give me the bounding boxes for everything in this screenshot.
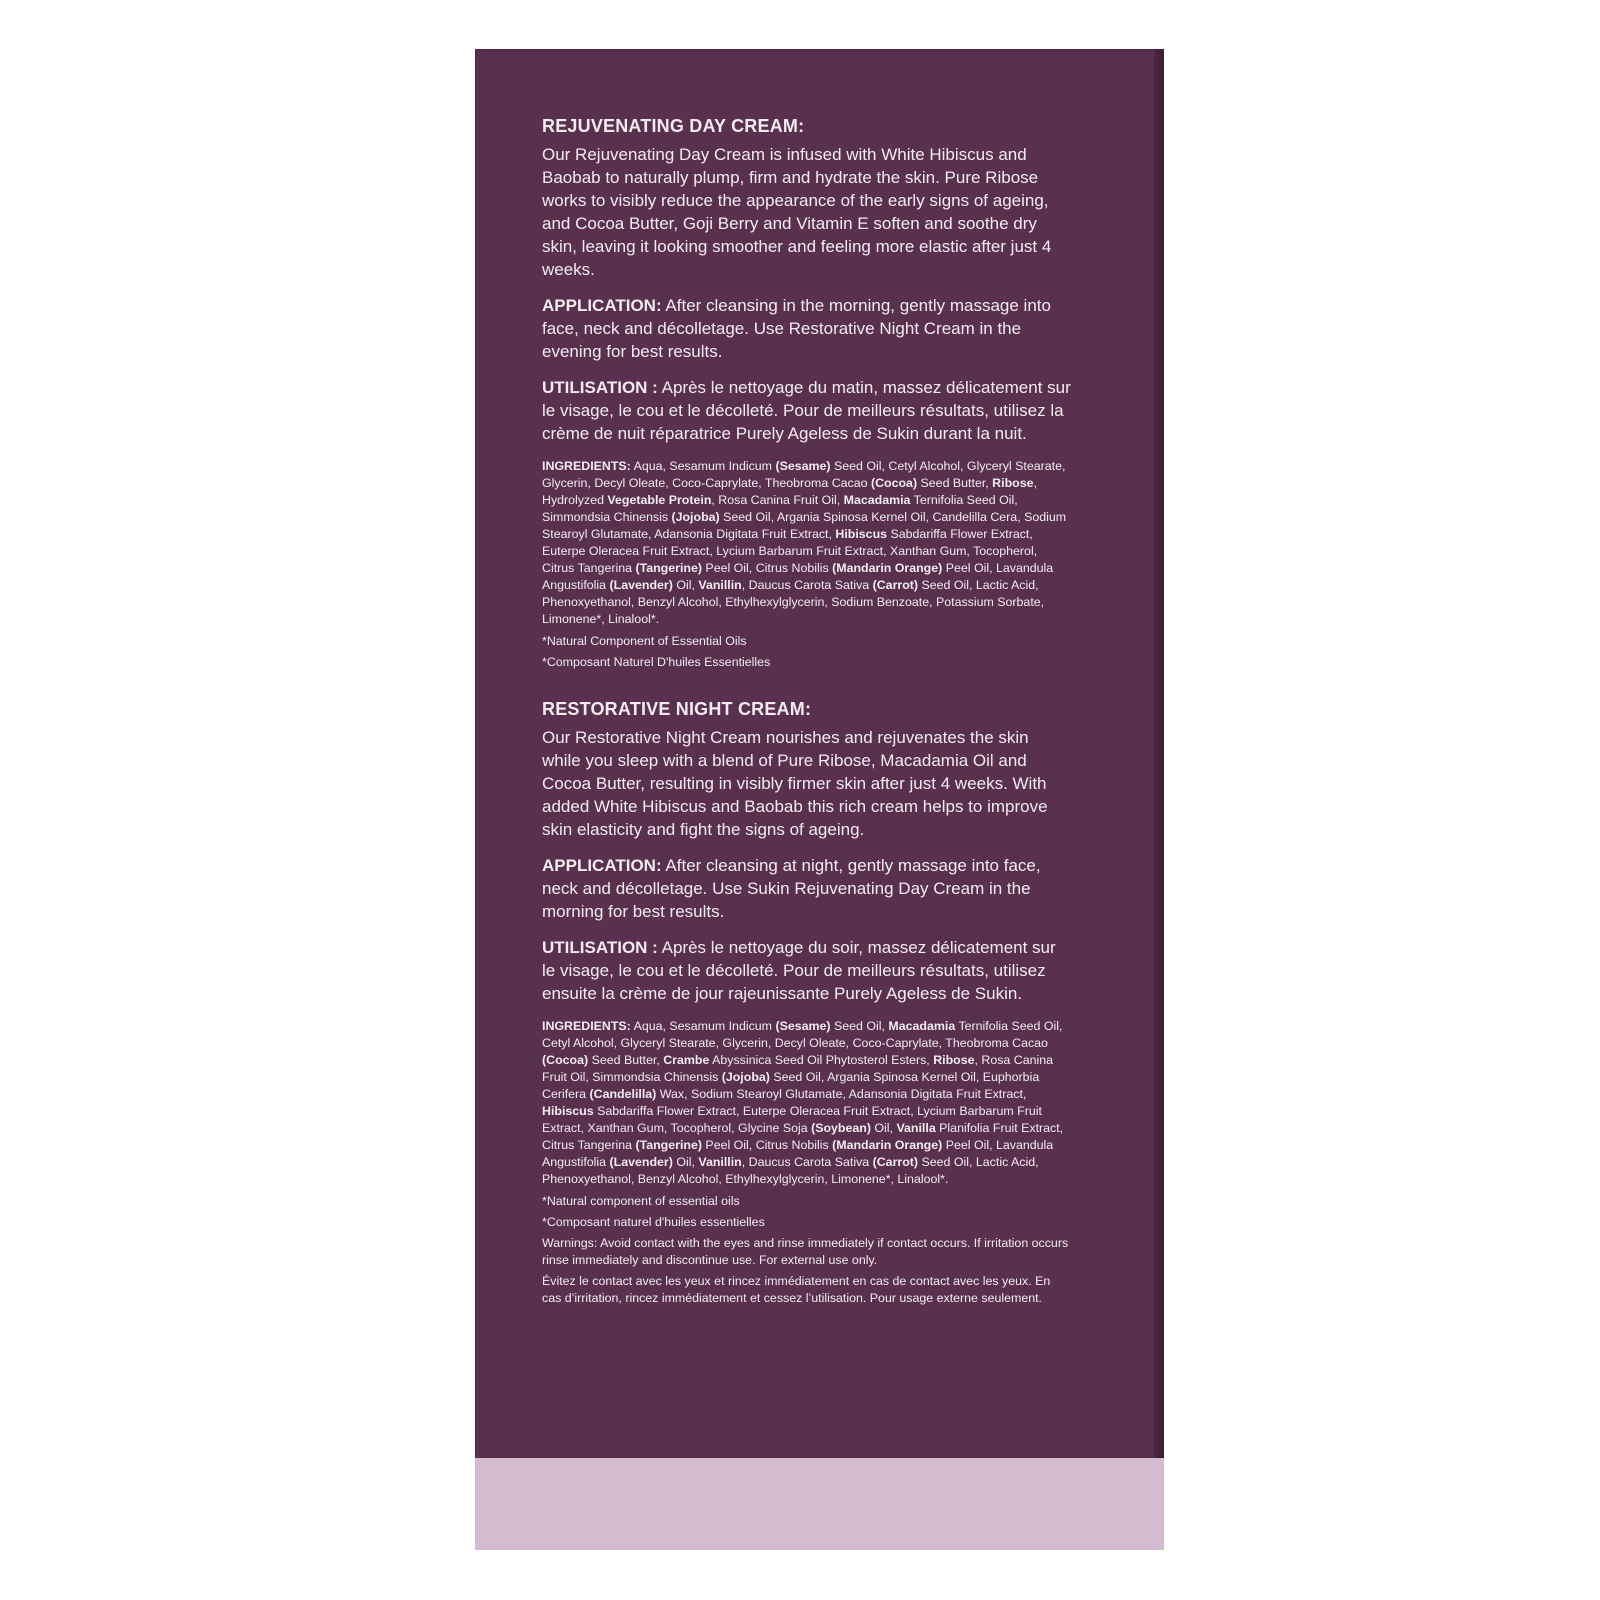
night-cream-ingredient-run: Seed Oil, Lactic Acid, Phenoxyethanol, Benzyl Alcohol, Ethylhexylglycerin, Limonene*, Linalool*. — [542, 1155, 1039, 1186]
night-cream-application-text: After cleansing at night, gently massage into face, neck and décolletage. Use Sukin Rejuvenating Day Cream in the morning for best results. — [542, 856, 1041, 921]
day-cream-description: Our Rejuvenating Day Cream is infused with White Hibiscus and Baobab to naturally plump, firm and hydrate the skin. Pure Ribose works to visibly reduce the appearance of the early signs of ageing, and Cocoa Butter, Goji Berry and Vitamin E soften and soothe dry skin, leaving it looking smoother and feeling more elastic after just 4 weeks. — [542, 145, 1052, 279]
night-cream-ingredient-run: Vanillin — [698, 1155, 742, 1169]
night-cream-ingredient-run: Aqua, Sesamum Indicum — [630, 1019, 776, 1033]
day-cream-ingredient-run: INGREDIENTS: — [542, 459, 631, 473]
day-cream-ingredient-run: (Tangerine) — [635, 561, 702, 575]
day-cream-ingredient-run: Aqua, Sesamum Indicum — [630, 459, 776, 473]
night-cream-ingredient-run: Oil, — [672, 1155, 699, 1169]
day-cream-ingredient-run: Macadamia — [843, 493, 911, 507]
night-cream-utilisation-label: UTILISATION : — [542, 938, 658, 957]
night-cream-ingredient-run: , Daucus Carota Sativa — [741, 1155, 873, 1169]
day-cream-ingredient-run: Seed Oil, Cetyl Alcohol, Glyceryl Stearate, Glycerin, Decyl Oleate, Coco-Caprylate, Theobroma Cacao — [542, 459, 1066, 490]
night-cream-ingredient-run: Crambe — [663, 1053, 710, 1067]
day-cream-ingredient-run: (Lavender) — [609, 578, 673, 592]
day-cream-ingredient-run: Ternifolia Seed Oil, Simmondsia Chinensis — [542, 493, 1018, 524]
day-cream-note-fr: *Composant Naturel D'huiles Essentielles — [542, 655, 771, 669]
day-cream-ingredient-run: Seed Oil, Argania Spinosa Kernel Oil, Candelilla Cera, Sodium Stearoyl Glutamate, Adansonia Digitata Fruit Extract, — [542, 510, 1067, 541]
day-cream-ingredient-run: Vegetable Protein — [607, 493, 712, 507]
day-cream-ingredient-run: Peel Oil, Citrus Nobilis — [701, 561, 833, 575]
day-cream-ingredient-run: Oil, — [672, 578, 699, 592]
day-cream-title: REJUVENATING DAY CREAM: — [542, 116, 805, 136]
product-box-side-edge — [1155, 49, 1164, 1550]
day-cream-utilisation-text: Après le nettoyage du matin, massez délicatement sur le visage, le cou et le décolleté. Pour de meilleurs résultats, utilisez la crème de nuit réparatrice Purely Ageless de Sukin durant la nuit. — [542, 378, 1071, 443]
day-cream-ingredient-run: , Hydrolyzed — [542, 476, 1037, 507]
section-spacer — [542, 675, 1072, 699]
night-cream-ingredient-run: INGREDIENTS: — [542, 1019, 631, 1033]
night-cream-ingredient-run: Planifolia Fruit Extract, Citrus Tangerina — [542, 1121, 1064, 1152]
night-cream-ingredient-run: Abyssinica Seed Oil Phytosterol Esters, — [709, 1053, 934, 1067]
day-cream-ingredient-run: , Daucus Carota Sativa — [741, 578, 873, 592]
night-cream-ingredient-run: (Tangerine) — [635, 1138, 702, 1152]
day-cream-ingredient-run: Vanillin — [698, 578, 742, 592]
night-cream-ingredient-run: Ribose — [933, 1053, 975, 1067]
night-cream-ingredient-run: (Cocoa) — [542, 1053, 589, 1067]
night-cream-ingredient-run: Ternifolia Seed Oil, Cetyl Alcohol, Glyceryl Stearate, Glycerin, Decyl Oleate, Coco-Caprylate, Theobroma Cacao — [542, 1019, 1063, 1050]
night-cream-application-label: APPLICATION: — [542, 856, 662, 875]
night-cream-utilisation-text: Après le nettoyage du soir, massez délicatement sur le visage, le cou et le décolleté. Pour de meilleurs résultats, utilisez ensuite la crème de jour rajeunissante Purely Ageless de Sukin. — [542, 938, 1056, 1003]
night-cream-description: Our Restorative Night Cream nourishes and rejuvenates the skin while you sleep with a blend of Pure Ribose, Macadamia Oil and Cocoa Butter, resulting in visibly firmer skin after just 4 weeks. With added White Hibiscus and Baobab this rich cream helps to improve skin elasticity and fight the signs of ageing. — [542, 728, 1048, 839]
night-cream-ingredient-run: (Jojoba) — [721, 1070, 770, 1084]
night-cream-ingredient-run: Hibiscus — [542, 1104, 594, 1118]
night-cream-ingredient-run: Seed Oil, Argania Spinosa Kernel Oil, Euphorbia Cerifera — [542, 1070, 1040, 1101]
day-cream-application-label: APPLICATION: — [542, 296, 662, 315]
day-cream-ingredient-run: Peel Oil, Lavandula Angustifolia — [542, 561, 1054, 592]
night-cream-ingredient-run: Peel Oil, Citrus Nobilis — [701, 1138, 833, 1152]
night-cream-utilisation — [542, 936, 1072, 1005]
day-cream-ingredient-run: (Cocoa) — [870, 476, 918, 490]
day-cream-ingredient-run: Sabdariffa Flower Extract, Euterpe Oleracea Fruit Extract, Lycium Barbarum Fruit Extract, Xanthan Gum, Tocopherol, Citrus Tangerina — [542, 527, 1038, 575]
night-cream-warning-fr: Évitez le contact avec les yeux et rincez immédiatement en cas de contact avec les yeux. En cas d’irritation, rincez immédiatement et cessez l’utilisation. Pour usage externe seulement. — [542, 1274, 1051, 1305]
night-cream-warning-en: Warnings: Avoid contact with the eyes and rinse immediately if contact occurs. If irritation occurs rinse immediately and discontinue use. For external use only. — [542, 1236, 1069, 1267]
day-cream-note-en: *Natural Component of Essential Oils — [542, 634, 747, 648]
night-cream-ingredient-run: (Mandarin Orange) — [832, 1138, 943, 1152]
night-cream-ingredient-run: Sabdariffa Flower Extract, Euterpe Oleracea Fruit Extract, Lycium Barbarum Fruit Extract, Xanthan Gum, Tocopherol, Glycine Soja — [542, 1104, 1042, 1135]
night-cream-application — [542, 854, 1072, 923]
day-cream-ingredient-run: , Rosa Canina Fruit Oil, — [711, 493, 844, 507]
day-cream-ingredient-run: Hibiscus — [835, 527, 888, 541]
night-cream-ingredient-run: Vanilla — [896, 1121, 936, 1135]
day-cream-ingredient-run: Ribose — [992, 476, 1034, 490]
night-cream-ingredient-run: Seed Butter, — [588, 1053, 664, 1067]
night-cream-ingredient-run: (Carrot) — [872, 1155, 919, 1169]
night-cream-ingredient-run: (Sesame) — [775, 1019, 831, 1033]
product-box-bottom-band — [475, 1458, 1164, 1550]
day-cream-ingredient-run: Seed Butter, — [917, 476, 993, 490]
night-cream-ingredient-run: Macadamia — [888, 1019, 956, 1033]
day-cream-utilisation-label: UTILISATION : — [542, 378, 658, 397]
day-cream-ingredient-run: (Sesame) — [775, 459, 831, 473]
day-cream-ingredient-run: (Jojoba) — [671, 510, 720, 524]
night-cream-ingredient-run: , Rosa Canina Fruit Oil, Simmondsia Chinensis — [542, 1053, 1054, 1084]
night-cream-ingredient-run: Wax, Sodium Stearoyl Glutamate, Adansonia Digitata Fruit Extract, — [656, 1087, 1027, 1101]
night-cream-ingredient-run: Peel Oil, Lavandula Angustifolia — [542, 1138, 1054, 1169]
day-cream-ingredient-run: (Mandarin Orange) — [832, 561, 943, 575]
night-cream-note-fr: *Composant naturel d'huiles essentielles — [542, 1215, 765, 1229]
night-cream-ingredient-run: (Soybean) — [811, 1121, 871, 1135]
night-cream-ingredient-run: Oil, — [870, 1121, 897, 1135]
day-cream-utilisation — [542, 376, 1072, 445]
day-cream-ingredient-run: (Carrot) — [872, 578, 919, 592]
night-cream-ingredient-run: (Lavender) — [609, 1155, 673, 1169]
night-cream-ingredient-run: Seed Oil, — [830, 1019, 889, 1033]
day-cream-application — [542, 294, 1072, 363]
night-cream-ingredient-run: (Candelilla) — [589, 1087, 657, 1101]
day-cream-application-text: After cleansing in the morning, gently massage into face, neck and décolletage. Use Restorative Night Cream in the evening for best results. — [542, 296, 1051, 361]
night-cream-ingredients — [542, 1018, 1072, 1188]
day-cream-ingredient-run: Seed Oil, Lactic Acid, Phenoxyethanol, Benzyl Alcohol, Ethylhexylglycerin, Sodium Benzoate, Potassium Sorbate, Limonene*, Linalool*. — [542, 578, 1045, 626]
box-text-content — [542, 116, 1072, 1311]
night-cream-note-en: *Natural component of essential oils — [542, 1194, 740, 1208]
day-cream-ingredients — [542, 458, 1072, 628]
night-cream-title: RESTORATIVE NIGHT CREAM: — [542, 699, 812, 719]
